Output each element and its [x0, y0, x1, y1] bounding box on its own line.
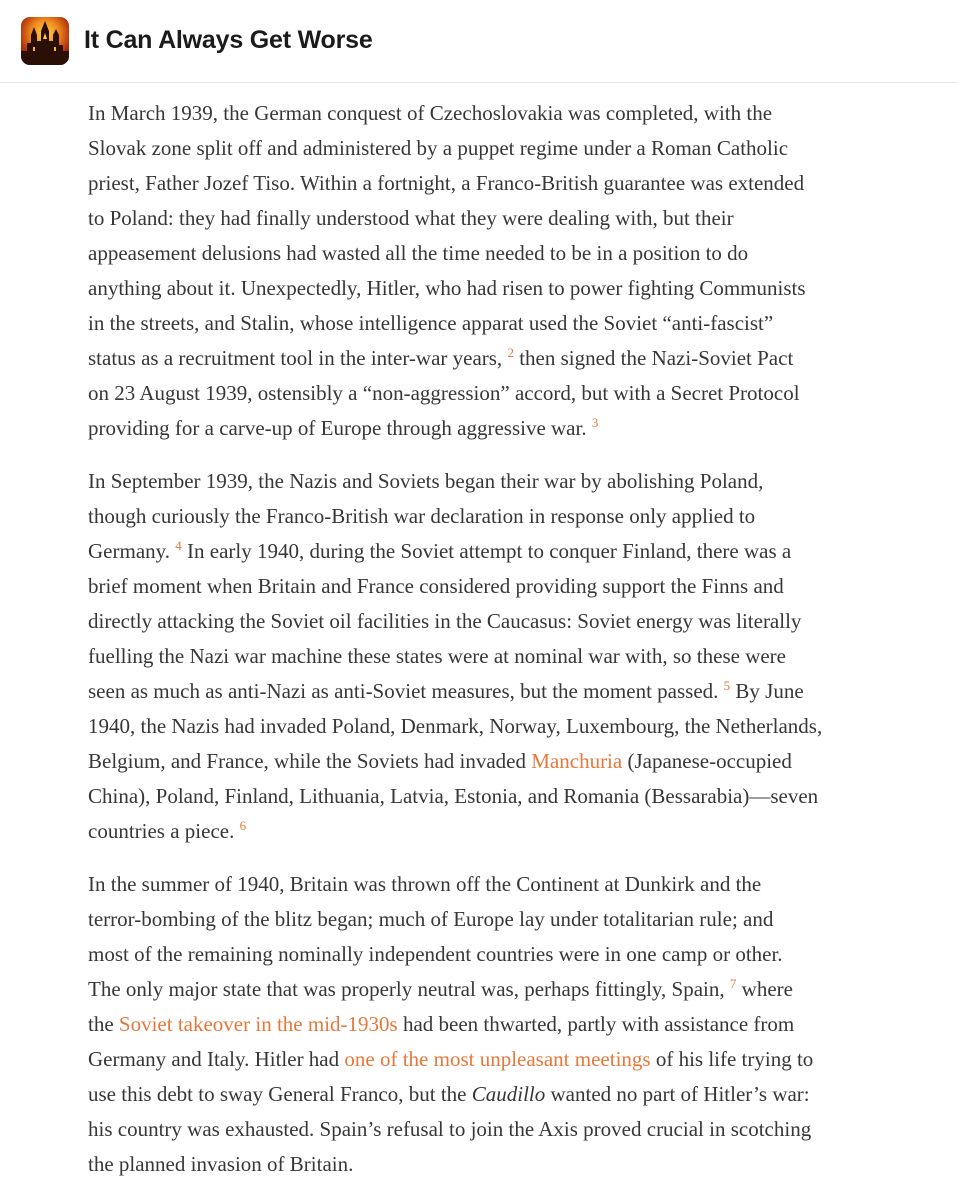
- text-line: anything about it. Unexpectedly, Hitler, who had risen to power fighting Communists: [88, 276, 806, 300]
- paragraph-2: [88, 464, 928, 849]
- text-segment: the: [88, 1012, 119, 1036]
- text-segment: then signed the Nazi-Soviet Pact: [513, 346, 794, 370]
- text-line: directly attacking the Soviet oil facilities in the Caucasus: Soviet energy was literally: [88, 609, 802, 633]
- footnote-link-7[interactable]: 7: [729, 976, 737, 991]
- text-line: appeasement delusions had wasted all the time needed to be in a position to do: [88, 241, 749, 265]
- text-line: [88, 1042, 928, 1077]
- text-line: on 23 August 1939, ostensibly a “non-aggression” accord, but with a Secret Protocol: [88, 381, 800, 405]
- unpleasant-meetings-link[interactable]: one of the most unpleasant meetings: [344, 1047, 651, 1071]
- text-segment: In early 1940, during the Soviet attempt to conquer Finland, there was a: [181, 539, 792, 563]
- text-line: fuelling the Nazi war machine these states were at nominal war with, so these were: [88, 644, 786, 668]
- text-line: in the streets, and Stalin, whose intelligence apparat used the Soviet “anti-fascist”: [88, 311, 774, 335]
- text-segment: The only major state that was properly neutral was, perhaps fittingly, Spain,: [88, 977, 730, 1001]
- text-segment: countries a piece.: [88, 819, 240, 843]
- text-segment: Germany and Italy. Hitler had: [88, 1047, 345, 1071]
- text-line: most of the remaining nominally independent countries were in one camp or other.: [88, 942, 783, 966]
- text-line: China), Poland, Finland, Lithuania, Latvia, Estonia, and Romania (Bessarabia)—seven: [88, 784, 819, 808]
- text-line: [88, 534, 928, 569]
- text-line: [88, 972, 928, 1007]
- article-body: [88, 96, 928, 1200]
- soviet-takeover-link[interactable]: Soviet takeover in the mid-1930s: [118, 1012, 398, 1036]
- text-line: [88, 1077, 928, 1112]
- text-line: [88, 744, 928, 779]
- text-line: terror-bombing of the blitz began; much of Europe lay under totalitarian rule; and: [88, 907, 774, 931]
- text-line: [88, 674, 928, 709]
- text-segment: seen as much as anti-Nazi as anti-Soviet measures, but the moment passed.: [88, 679, 724, 703]
- paragraph-3: [88, 867, 928, 1182]
- text-line: to Poland: they had finally understood what they were dealing with, but their: [88, 206, 734, 230]
- text-segment: of his life trying to: [650, 1047, 814, 1071]
- text-line: In September 1939, the Nazis and Soviets began their war by abolishing Poland,: [88, 469, 764, 493]
- footnote-link-4[interactable]: 4: [175, 538, 182, 553]
- text-line: his country was exhausted. Spain’s refusal to join the Axis proved crucial in scotching: [88, 1117, 812, 1141]
- text-segment: (Japanese-occupied: [622, 749, 792, 773]
- top-bar: [0, 0, 957, 83]
- text-line: [88, 1007, 928, 1042]
- text-segment: wanted no part of Hitler’s war:: [545, 1082, 810, 1106]
- text-line: In March 1939, the German conquest of Czechoslovakia was completed, with the: [88, 101, 773, 125]
- footnote-link-6[interactable]: 6: [239, 818, 247, 833]
- text-segment: had been thwarted, partly with assistance from: [397, 1012, 795, 1036]
- burning-city-icon[interactable]: [21, 17, 69, 65]
- text-segment: By June: [730, 679, 804, 703]
- text-line: 1940, the Nazis had invaded Poland, Denmark, Norway, Luxembourg, the Netherlands,: [88, 714, 823, 738]
- text-line: [88, 814, 928, 849]
- text-segment: Belgium, and France, while the Soviets had invaded: [88, 749, 532, 773]
- text-line: Slovak zone split off and administered by a puppet regime under a Roman Catholic: [88, 136, 789, 160]
- text-segment: providing for a carve-up of Europe through aggressive war.: [88, 416, 592, 440]
- text-line: brief moment when Britain and France considered providing support the Finns and: [88, 574, 784, 598]
- text-line: In the summer of 1940, Britain was thrown off the Continent at Dunkirk and the: [88, 872, 762, 896]
- paragraph-1: [88, 96, 928, 446]
- caudillo-emphasis: Caudillo: [471, 1082, 546, 1106]
- footnote-link-3[interactable]: 3: [591, 415, 599, 430]
- text-segment: status as a recruitment tool in the inter-war years,: [88, 346, 508, 370]
- text-line: [88, 411, 928, 446]
- manchuria-link[interactable]: Manchuria: [531, 749, 623, 773]
- site-title[interactable]: It Can Always Get Worse: [84, 26, 373, 54]
- text-segment: use this debt to sway General Franco, but the: [88, 1082, 472, 1106]
- text-segment: Germany.: [88, 539, 176, 563]
- text-line: though curiously the Franco-British war declaration in response only applied to: [88, 504, 756, 528]
- footnote-link-5[interactable]: 5: [723, 678, 731, 693]
- text-line: priest, Father Jozef Tiso. Within a fortnight, a Franco-British guarantee was extended: [88, 171, 805, 195]
- text-line: the planned invasion of Britain.: [88, 1152, 354, 1176]
- footnote-link-2[interactable]: 2: [507, 345, 514, 360]
- text-line: [88, 341, 928, 376]
- text-segment: where: [736, 977, 793, 1001]
